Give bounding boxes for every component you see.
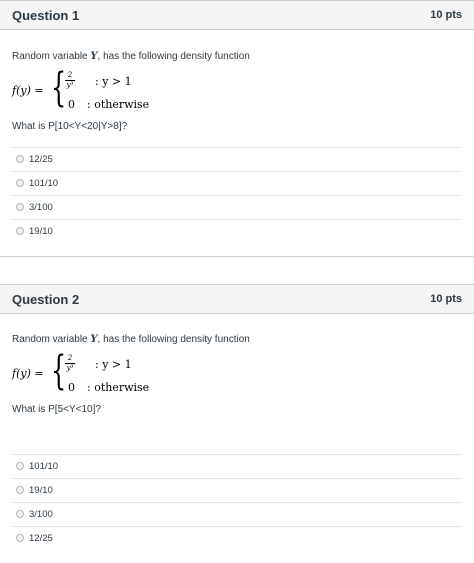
question-intro <box>12 51 250 62</box>
formula-zero: 0 <box>68 381 75 394</box>
formula-fraction <box>65 355 75 372</box>
fraction-numerator: 2 <box>65 72 75 81</box>
question-prompt: What is P[10<Y<20|Y>8]? <box>12 121 128 132</box>
intro-text-before: Random variable <box>12 334 91 345</box>
answer-option[interactable] <box>12 478 462 502</box>
formula-condition-1: : y > 1 <box>95 75 132 88</box>
radio-button[interactable] <box>16 534 24 542</box>
answer-option[interactable] <box>12 219 462 243</box>
formula-brace: { <box>51 65 67 111</box>
intro-text-after: , has the following density function <box>97 334 250 345</box>
answer-label: 12/25 <box>29 154 53 165</box>
fraction-denominator: y³ <box>66 364 74 372</box>
answer-option[interactable] <box>12 502 462 526</box>
answer-label: 101/10 <box>29 178 59 189</box>
question-points: 10 pts <box>430 293 462 305</box>
intro-variable: Y <box>90 51 98 62</box>
answer-option[interactable] <box>12 147 462 171</box>
density-formula <box>12 65 212 120</box>
formula-zero: 0 <box>68 98 75 111</box>
answer-list <box>12 147 462 243</box>
formula-fraction <box>65 72 75 89</box>
answer-list <box>12 454 462 550</box>
radio-button[interactable] <box>16 203 24 211</box>
formula-condition-1: : y > 1 <box>95 358 132 371</box>
formula-condition-2: : otherwise <box>87 381 150 394</box>
question-2-card <box>0 284 474 563</box>
question-1-card <box>0 0 474 257</box>
radio-button[interactable] <box>16 486 24 494</box>
question-title: Question 2 <box>12 292 80 307</box>
formula-brace: { <box>51 348 67 394</box>
answer-label: 12/25 <box>29 533 53 544</box>
radio-button[interactable] <box>16 155 24 163</box>
answer-option[interactable] <box>12 195 462 219</box>
answer-option[interactable] <box>12 526 462 550</box>
fraction-denominator: y³ <box>66 81 74 89</box>
answer-label: 3/100 <box>29 509 53 520</box>
answer-option[interactable] <box>12 171 462 195</box>
question-header <box>0 1 474 30</box>
formula-lhs: f(y) = <box>12 367 44 380</box>
answer-label: 19/10 <box>29 226 53 237</box>
formula-lhs: f(y) = <box>12 84 44 97</box>
question-points: 10 pts <box>430 9 462 21</box>
formula-condition-2: : otherwise <box>87 98 150 111</box>
intro-variable: Y <box>90 334 98 345</box>
question-header <box>0 285 474 314</box>
radio-button[interactable] <box>16 510 24 518</box>
answer-option[interactable] <box>12 454 462 478</box>
radio-button[interactable] <box>16 227 24 235</box>
question-title: Question 1 <box>12 8 80 23</box>
answer-label: 19/10 <box>29 485 53 496</box>
answer-label: 101/10 <box>29 461 59 472</box>
answer-label: 3/100 <box>29 202 53 213</box>
intro-text-after: , has the following density function <box>97 51 250 62</box>
radio-button[interactable] <box>16 462 24 470</box>
question-prompt: What is P[5<Y<10]? <box>12 404 101 415</box>
fraction-numerator: 2 <box>65 355 75 364</box>
question-intro <box>12 334 250 345</box>
intro-text-before: Random variable <box>12 51 91 62</box>
density-formula <box>12 348 212 403</box>
radio-button[interactable] <box>16 179 24 187</box>
